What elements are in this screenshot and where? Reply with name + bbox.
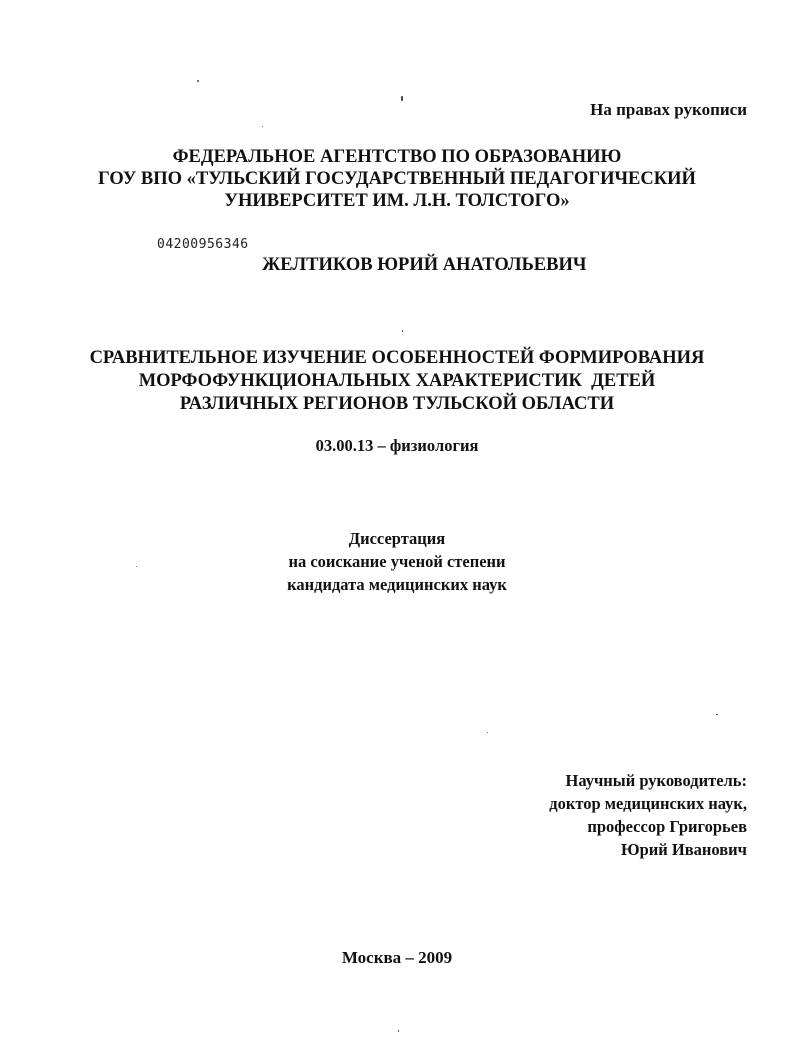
scan-speck xyxy=(402,330,403,332)
title-line: МОРФОФУНКЦИОНАЛЬНЫХ ХАРАКТЕРИСТИК ДЕТЕЙ xyxy=(138,371,656,391)
scan-speck xyxy=(262,126,263,127)
specialty-code: 03.00.13 – физиология xyxy=(315,436,479,455)
supervisor-line: доктор медицинских наук, xyxy=(549,794,747,813)
author-name: ЖЕЛТИКОВ ЮРИЙ АНАТОЛЬЕВИЧ xyxy=(262,255,587,275)
title-line: РАЗЛИЧНЫХ РЕГИОНОВ ТУЛЬСКОЙ ОБЛАСТИ xyxy=(179,394,615,414)
stamp-number: 04200956346 xyxy=(157,237,249,252)
scan-speck xyxy=(716,714,718,715)
org-line: ГОУ ВПО «ТУЛЬСКИЙ ГОСУДАРСТВЕННЫЙ ПЕДАГОГИЧЕСКИЙ xyxy=(98,169,696,189)
scan-speck xyxy=(197,80,199,82)
organization-block xyxy=(0,146,794,212)
manuscript-note: На правах рукописи xyxy=(590,100,747,119)
supervisor-block xyxy=(549,769,747,861)
supervisor-line: Юрий Иванович xyxy=(621,840,747,859)
supervisor-line: профессор Григорьев xyxy=(587,817,747,836)
degree-line: кандидата медицинских наук xyxy=(287,575,507,594)
dissertation-title xyxy=(0,347,794,416)
degree-block xyxy=(0,527,794,596)
org-line: УНИВЕРСИТЕТ ИМ. Л.Н. ТОЛСТОГО» xyxy=(224,191,570,211)
scan-speck xyxy=(401,96,403,101)
supervisor-line: Научный руководитель: xyxy=(565,771,747,790)
org-line: ФЕДЕРАЛЬНОЕ АГЕНТСТВО ПО ОБРАЗОВАНИЮ xyxy=(172,147,622,167)
degree-line: Диссертация xyxy=(348,529,446,548)
scan-speck xyxy=(398,1030,399,1032)
scan-speck xyxy=(487,732,488,733)
city-year: Москва – 2009 xyxy=(341,948,453,967)
degree-line: на соискание ученой степени xyxy=(288,552,506,571)
title-line: СРАВНИТЕЛЬНОЕ ИЗУЧЕНИЕ ОСОБЕННОСТЕЙ ФОРМИРОВАНИЯ xyxy=(89,348,705,368)
